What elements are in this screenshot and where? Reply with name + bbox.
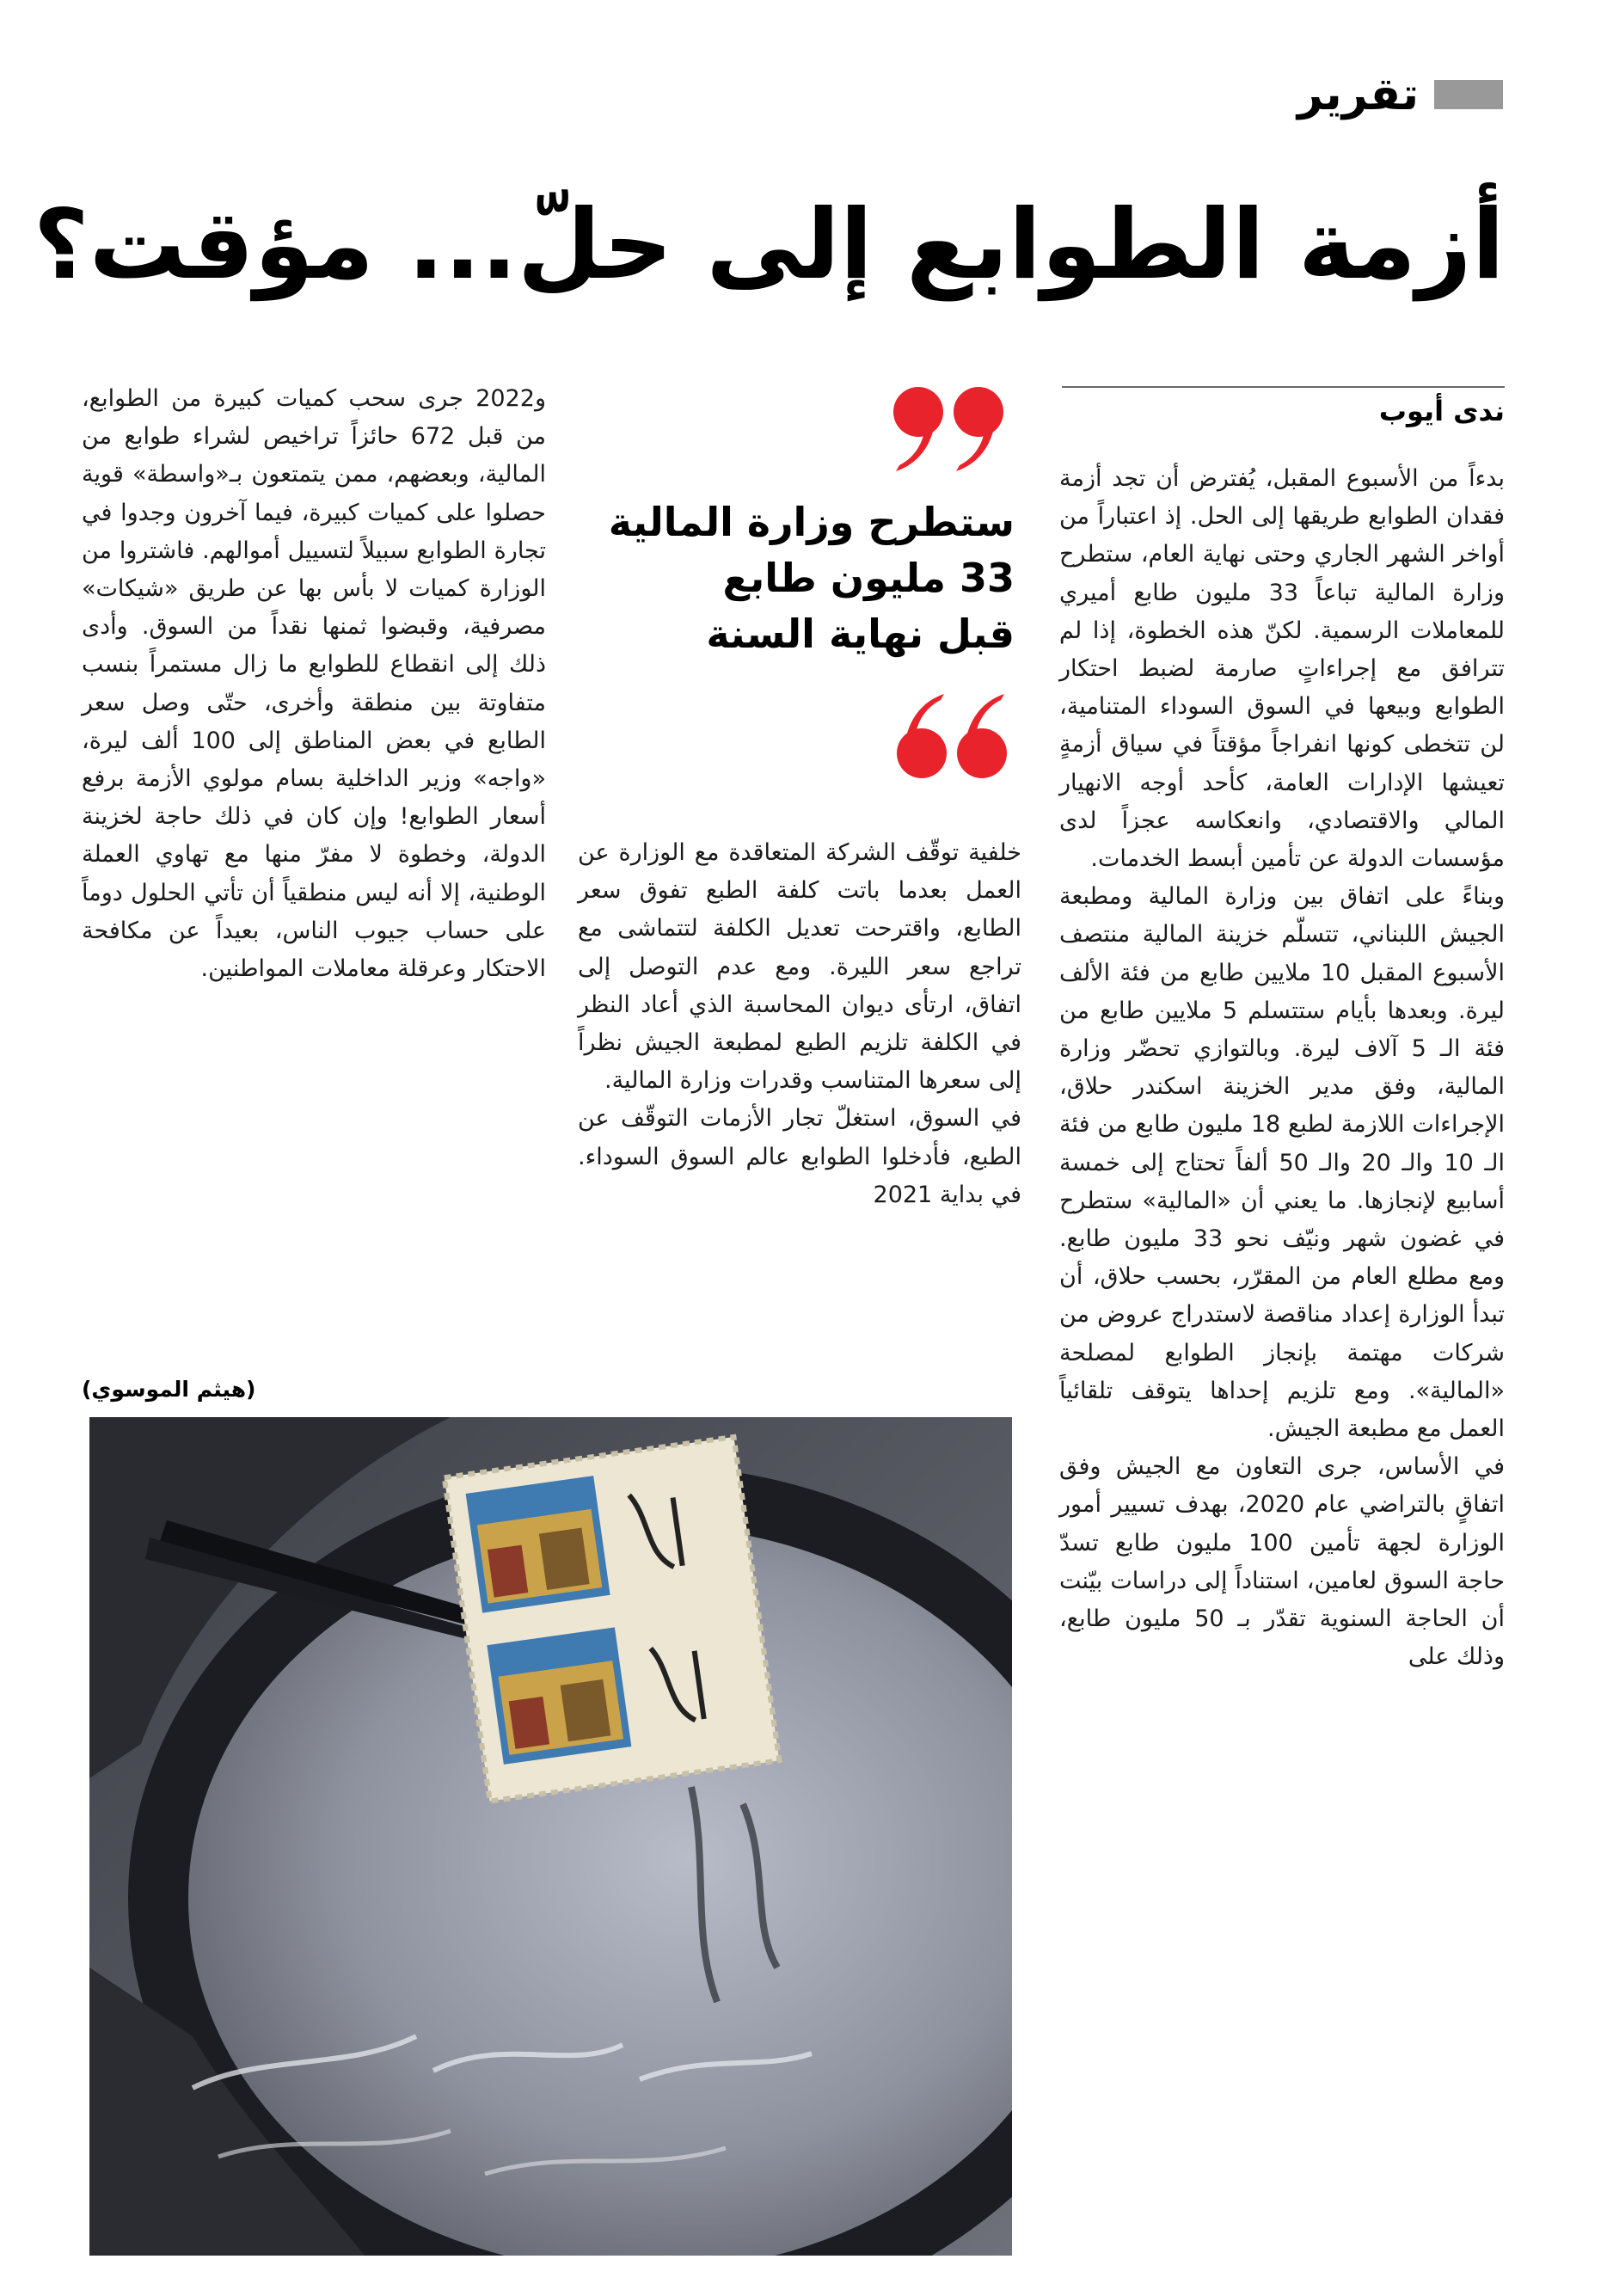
section-bar bbox=[1434, 80, 1503, 109]
article-column-right bbox=[1059, 460, 1505, 1677]
pull-quote bbox=[602, 494, 1015, 662]
pull-quote-line: 33 مليون طابع bbox=[722, 555, 1015, 601]
stamps-photo bbox=[89, 1417, 1012, 2256]
article-paragraph: و2022 جرى سحب كميات كبيرة من الطوابع، من قبل 672 حائزاً تراخيص لشراء طوابع من المالية، وبعضهم، ممن يتمتعون بـ«واسطة» قوية حصلوا على كميات كبيرة، فيما آخرون وجدوا في تجارة الطوابع سبيلاً لتسييل أموالهم. فاشتروا من الوزارة كميات لا بأس بها عن طريق «شيكات» مصرفية، وقبضوا ثمنها نقداً من السوق. وأدى ذلك إلى انقطاع للطوابع ما زال مستمراً بنسب متفاوتة بين منطقة وأخرى، حتّى وصل سعر الطابع في بعض المناطق إلى 100 ألف ليرة، «واجه» وزير الداخلية بسام مولوي الأزمة برفع أسعار الطوابع! وإن كان في ذلك حاجة لخزينة الدولة، وخطوة لا مفرّ منها مع تهاوي العملة الوطنية، إلا أنه ليس منطقياً أن تأتي الحلول دوماً على حساب جيوب الناس، بعيداً عن مكافحة الاحتكار وعرقلة معاملات المواطنين. bbox=[82, 385, 546, 983]
article-column-middle bbox=[578, 834, 1021, 1214]
article-paragraph: خلفية توقّف الشركة المتعاقدة مع الوزارة عن العمل بعدما باتت كلفة الطبع تفوق سعر الطابع، واقترحت تعديل الكلفة لتتماشى مع تراجع سعر الليرة. ومع عدم التوصل إلى اتفاق، ارتأى ديوان المحاسبة الذي أعاد النظر في الكلفة تلزيم الطبع لمطبعة الجيش نظراً إلى سعرها المتناسب وقدرات وزارة المالية. bbox=[578, 839, 1021, 1095]
article-paragraph: في السوق، استغلّ تجار الأزمات التوقّف عن الطبع، فأدخلوا الطوابع عالم السوق السوداء. في بداية 2021 bbox=[578, 1105, 1021, 1208]
article-paragraph: في الأساس، جرى التعاون مع الجيش وفق اتفاقٍ بالتراضي عام 2020، بهدف تسيير أمور الوزارة لجهة تأمين 100 مليون طابع تسدّ حاجة السوق لعامين، استناداً إلى دراسات بيّنت أن الحاجة السنوية تقدّر بـ 50 مليون طابع، وذلك على bbox=[1059, 1453, 1505, 1671]
headline: أزمة الطوابع إلى حلّ... مؤقت؟ bbox=[33, 189, 1505, 301]
pull-quote-line: قبل نهاية السنة bbox=[706, 611, 1015, 657]
pull-quote-line: ستطرح وزارة المالية bbox=[608, 499, 1015, 545]
article-column-left bbox=[82, 380, 546, 988]
section-label: تقرير bbox=[1297, 69, 1419, 120]
quote-close-icon bbox=[886, 688, 1015, 783]
quote-open-icon bbox=[886, 383, 1015, 477]
article-paragraph: وبناءً على اتفاق بين وزارة المالية ومطبعة الجيش اللبناني، تتسلّم خزينة المالية منتصف الأسبوع المقبل 10 ملايين طابع من فئة الألف ليرة. وبعدها بأيام ستتسلم 5 ملايين طابع من فئة الـ 5 آلاف ليرة. وبالتوازي تحضّر وزارة المالية، وفق مدير الخزينة اسكندر حلاق، الإجراءات اللازمة لطبع 18 مليون طابع من فئة الـ 10 والـ 20 والـ 50 ألفاً تحتاج إلى خمسة أسابيع لإنجازها. ما يعني أن «المالية» ستطرح في غضون شهر ونيّف نحو 33 مليون طابع. ومع مطلع العام من المقرّر، بحسب حلاق، أن تبدأ الوزارة إعداد مناقصة لاستدراج عروض من شركات مهتمة بإنجاز الطوابع لمصلحة «المالية». ومع تلزيم إحداها يتوقف تلقائياً العمل مع مطبعة الجيش. bbox=[1059, 883, 1505, 1443]
photo-credit: (هيثم الموسوي) bbox=[82, 1377, 256, 1402]
byline: ندى أيوب bbox=[1378, 395, 1505, 427]
article-paragraph: بدءاً من الأسبوع المقبل، يُفترض أن تجد أزمة فقدان الطوابع طريقها إلى الحل. إذ اعتباراً من أواخر الشهر الجاري وحتى نهاية العام، ستطرح وزارة المالية تباعاً 33 مليون طابع أميري للمعاملات الرسمية. لكنّ هذه الخطوة، إذا لم تترافق مع إجراءاتٍ صارمة لضبط احتكار الطوابع وبيعها في السوق السوداء المتنامية، لن تتخطى كونها انفراجاً مؤقتاً في سياق أزمةٍ تعيشها الإدارات العامة، كأحد أوجه الانهيار المالي والاقتصادي، وانعكاسه عجزاً لدى مؤسسات الدولة عن تأمين أبسط الخدمات. bbox=[1059, 465, 1505, 873]
byline-rule bbox=[1062, 386, 1505, 388]
